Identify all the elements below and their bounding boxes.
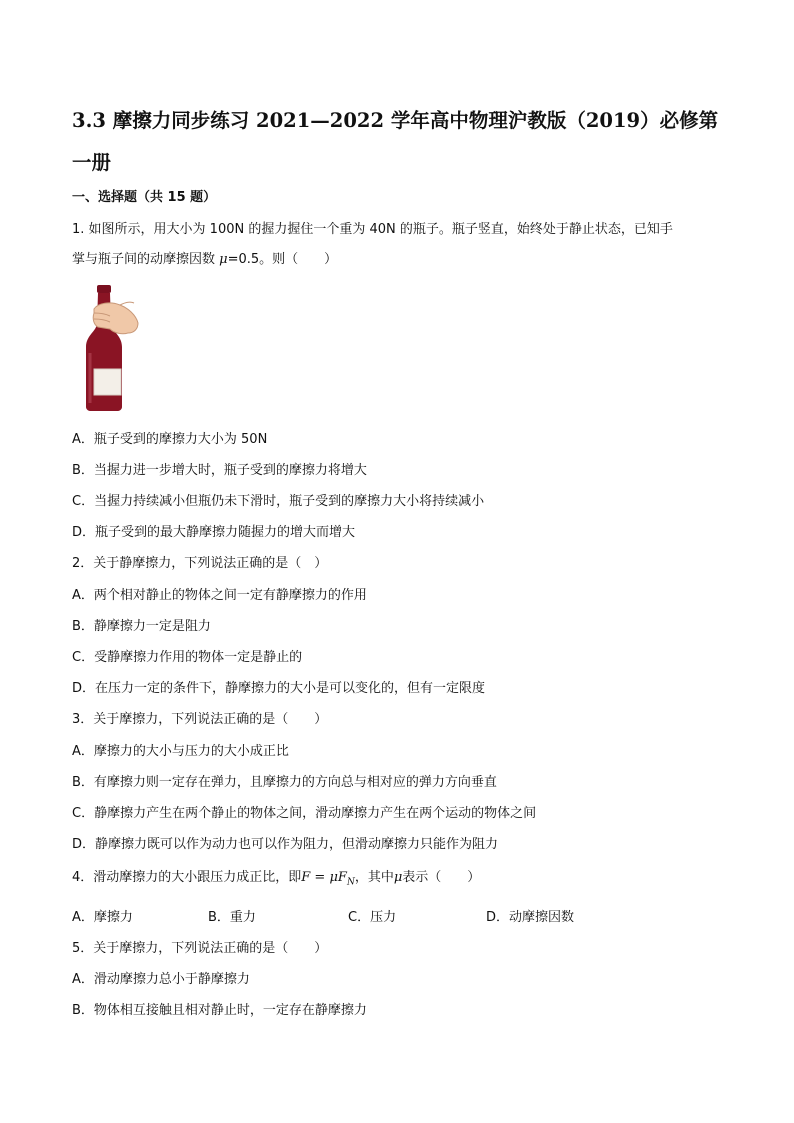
question-1-stem-tail: =0.5。则（ ）	[227, 252, 338, 267]
question-2-option-d: D．在压力一定的条件下，静摩擦力的大小是可以变化的，但有一定限度	[72, 681, 486, 696]
mu-symbol: μ	[393, 870, 403, 885]
question-1-option-a: A．瓶子受到的摩擦力大小为 50N	[72, 432, 268, 447]
question-1-option-b: B．当握力进一步增大时，瓶子受到的摩擦力将增大	[72, 463, 367, 478]
question-3-stem: 3．关于摩擦力，下列说法正确的是（ ）	[72, 712, 328, 727]
question-4-option-c: C．压力	[348, 910, 397, 925]
question-3-option-d: D．静摩擦力既可以作为动力也可以作为阻力，但滑动摩擦力只能作为阻力	[72, 837, 499, 852]
question-5-option-b: B．物体相互接触且相对静止时，一定存在静摩擦力	[72, 1003, 367, 1018]
document-title	[72, 100, 722, 184]
question-2-option-a: A．两个相对静止的物体之间一定有静摩擦力的作用	[72, 588, 367, 603]
section-heading: 一、选择题（共 15 题）	[72, 190, 217, 205]
title-line-2: 一册	[72, 151, 112, 174]
friction-formula: F = μF	[301, 870, 347, 885]
mu-symbol: μ	[219, 252, 228, 267]
question-2-stem: 2．关于静摩擦力，下列说法正确的是（ ）	[72, 556, 328, 571]
question-4-stem	[72, 866, 480, 888]
question-4-option-a: A．摩擦力	[72, 910, 133, 925]
question-4-stem-mid: ，其中	[354, 870, 394, 885]
question-5-option-a: A．滑动摩擦力总小于静摩擦力	[72, 972, 250, 987]
question-2-option-c: C．受静摩擦力作用的物体一定是静止的	[72, 650, 303, 665]
question-1-option-d: D．瓶子受到的最大静摩擦力随握力的增大而增大	[72, 525, 356, 540]
wine-bottle-icon	[80, 283, 142, 411]
question-1-stem-text: 掌与瓶子间的动摩擦因数	[72, 252, 220, 267]
formula-subscript: N	[346, 877, 355, 888]
title-line-1: 3.3 摩擦力同步练习 2021—2022 学年高中物理沪教版（2019）必修第	[72, 109, 719, 132]
question-1-option-c: C．当握力持续减小但瓶仍未下滑时，瓶子受到的摩擦力大小将持续减小	[72, 494, 485, 509]
question-4-option-b: B．重力	[208, 910, 256, 925]
question-1-stem-line-2	[72, 248, 337, 267]
question-3-option-b: B．有摩擦力则一定存在弹力，且摩擦力的方向总与相对应的弹力方向垂直	[72, 775, 497, 790]
question-1-stem-line-1: 1. 如图所示，用大小为 100N 的握力握住一个重为 40N 的瓶子。瓶子竖直，始终处于静止状态，已知手	[72, 222, 673, 237]
question-4-stem-text: 4．滑动摩擦力的大小跟压力成正比，即	[72, 870, 302, 885]
question-3-option-c: C．静摩擦力产生在两个静止的物体之间，滑动摩擦力产生在两个运动的物体之间	[72, 806, 537, 821]
question-2-option-b: B．静摩擦力一定是阻力	[72, 619, 211, 634]
question-3-option-a: A．摩擦力的大小与压力的大小成正比	[72, 744, 289, 759]
question-4-option-d: D．动摩擦因数	[486, 910, 575, 925]
question-5-stem: 5．关于摩擦力，下列说法正确的是（ ）	[72, 941, 328, 956]
question-4-stem-tail: 表示（ ）	[402, 870, 481, 885]
hand-holding-wine-bottle-figure	[80, 283, 142, 411]
